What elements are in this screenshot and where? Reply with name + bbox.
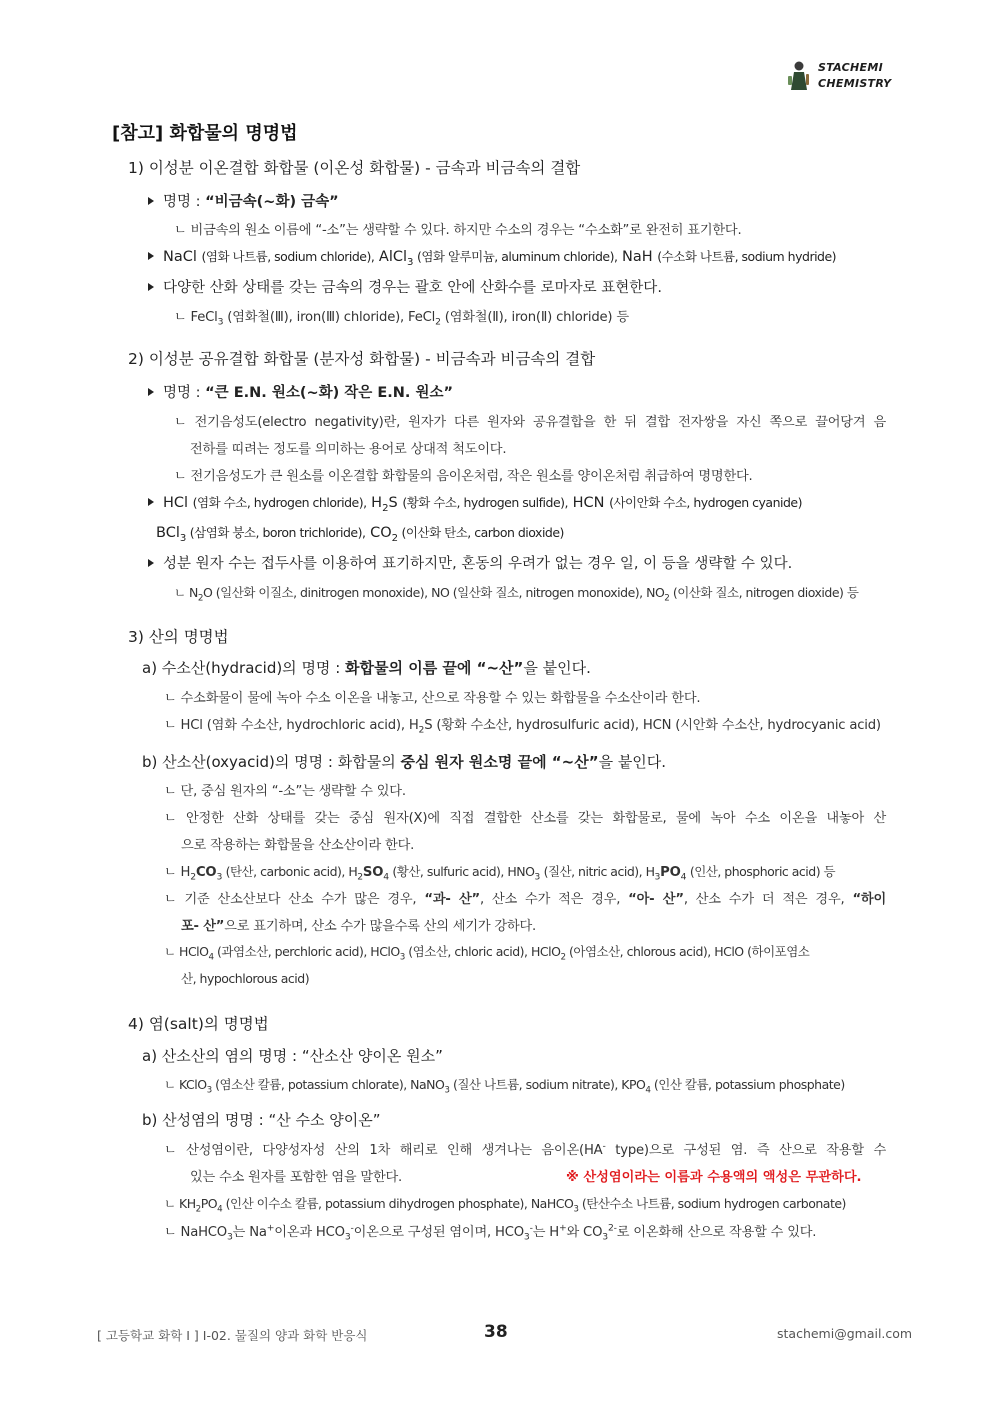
logo-text-line1: STACHEMI [818,61,883,74]
s4-oxyacid-salt-note: ㄴ KClO$_3$ (염소산 칼륨, potassium chlorate), NaNO$_3$ (질산 나트륨, sodium nitrate), $KPO_4$ (인산 칼륨, potassium phosphate) [164,1077,845,1096]
s3-oxyacid-rule: b) 산소산(oxyacid)의 명명 : 화합물의 중심 원자 원소명 끝에 “~산”을 붙인다. [142,753,667,771]
triangle-bullet-icon [148,197,154,205]
s3-hydracid-note-2: ㄴ HCl (염화 수소산, hydrochloric acid), $H_2S$ (황화 수소산, hydrosulfuric acid), HCN (시안화 수소산, hydrocyanic acid) [164,718,881,736]
s4-acid-salt-rule: b) 산성염의 명명 : “산 수소 양이온” [142,1111,381,1129]
triangle-bullet-icon [148,252,154,260]
footer-email: stachemi@gmail.com [777,1326,913,1341]
footer-course-label: [ 고등학교 화학 I ] I-02. 물질의 양과 화학 반응식 [97,1328,368,1343]
s3-oxyacid-note-4-line1: ㄴ 기준 산소산보다 산소 수가 많은 경우, “과- 산”, 산소 수가 적은 경우, “아- 산”, 산소 수가 더 적은 경우, “하이 [164,892,886,907]
s4-oxyacid-salt-rule: a) 산소산의 염의 명명 : “산소산 양이온 원소” [142,1047,443,1065]
s1-note-2: ㄴ FeCl$_3$ (염화철(Ⅲ), iron(Ⅲ) chloride), FeCl$_2$ (염화철(Ⅱ), iron(Ⅱ) chloride) 등 [174,310,629,328]
triangle-bullet-icon [148,388,154,396]
s2-note-2: ㄴ 전기음성도가 큰 원소를 이온결합 화합물의 음이온처럼, 작은 원소를 양이온처럼 취급하여 명명한다. [174,469,753,484]
s4-acid-salt-note-1-line2: 있는 수소 원자를 포함한 염을 말한다. [190,1170,403,1185]
s3-hydracid-rule: a) 수소산(hydracid)의 명명 : 화합물의 이름 끝에 “~산”을 붙인다. [142,659,591,677]
s4-acid-salt-note-3: ㄴ NaHCO$_3$는 Na+이온과 $HCO_3^-$이온으로 구성된 염이며, $HCO_3^-$는 H+와 $CO_3^{2-}$로 이온화해 산으로 작용할 수 있다. [164,1222,817,1243]
s3-oxyacid-note-5-line2: 산, hypochlorous acid) [181,971,310,986]
s2-prefix-rule: 성분 원자 수는 접두사를 이용하여 표기하지만, 혼동의 우려가 없는 경우 일, 이 등을 생략할 수 있다. [148,552,792,573]
s1-examples: NaCl (염화 나트륨, sodium chloride), AlCl$_3$ (염화 알루미늄, aluminum chloride), NaH (수소화 나트륨, sodium hydride) [148,247,836,265]
s2-examples-line1: HCl (염화 수소, hydrogen chloride), $H_2S$ (황화 수소, hydrogen sulfide), HCN (사이안화 수소, hydrogen cyanide) [148,493,802,511]
s4-warning-note: ※ 산성염이라는 이름과 수용액의 액성은 무관하다. [566,1170,862,1185]
s3-oxyacid-note-3: ㄴ $H_2CO_3$ (탄산, carbonic acid), $H_2SO_4$ (황산, sulfuric acid), $HNO_3$ (질산, nitric acid), $H_3PO_4$ (인산, phosphoric acid) 등 [164,864,836,883]
s2-examples-line2: BCl$_3$ (삼염화 붕소, boron trichloride), $CO_2$ (이산화 탄소, carbon dioxide) [156,525,564,544]
s3-oxyacid-note-2-line1: ㄴ 안정한 산화 상태를 갖는 중심 원자(X)에 직접 결합한 산소를 갖는 화합물로, 물에 녹아 수소 이온을 내놓아 산 [164,811,886,826]
stachemi-logo [786,60,898,94]
logo-text-line2: CHEMISTRY [818,77,892,90]
s1-oxidation-rule: 다양한 산화 상태를 갖는 금속의 경우는 괄호 안에 산화수를 로마자로 표현한다. [148,276,662,297]
page-title: [참고] 화합물의 명명법 [112,123,298,144]
s1-note-1: ㄴ 비금속의 원소 이름에 “-소”는 생략할 수 있다. 하지만 수소의 경우는 “수소화”로 완전히 표기한다. [174,223,742,238]
s3-oxyacid-note-5-line1: ㄴ HClO$_4$ (과염소산, perchloric acid), HClO$_3$ (염소산, chloric acid), HClO$_2$ (아염소산, chlorous acid), HClO (하이포염소 [164,944,810,963]
s3-hydracid-note-1: ㄴ 수소화물이 물에 녹아 수소 이온을 내놓고, 산으로 작용할 수 있는 화합물을 수소산이라 한다. [164,691,701,706]
section-4-heading: 4) 염(salt)의 명명법 [128,1015,269,1033]
page-number: 38 [484,1322,508,1342]
s4-acid-salt-note-2: ㄴ $KH_2PO_4$ (인산 이수소 칼륨, potassium dihydrogen phosphate), NaHCO$_3$ (탄산수소 나트륨, sodium hydrogen carbonate) [164,1196,846,1215]
triangle-bullet-icon [148,498,154,506]
s2-note-1-line1: ㄴ 전기음성도(electro negativity)란, 원자가 다른 원자와 공유결합을 한 뒤 결합 전자쌍을 자신 쪽으로 끌어당겨 음 [174,415,886,430]
section-1-heading: 1) 이성분 이온결합 화합물 (이온성 화합물) - 금속과 비금속의 결합 [128,159,581,177]
section-2-heading: 2) 이성분 공유결합 화합물 (분자성 화합물) - 비금속과 비금속의 결합 [128,350,596,368]
s3-oxyacid-note-1: ㄴ 단, 중심 원자의 “-소”는 생략할 수 있다. [164,784,406,799]
section-3-heading: 3) 산의 명명법 [128,628,229,646]
s2-naming-rule: 명명 : “큰 E.N. 원소(~화) 작은 E.N. 원소” [148,381,453,402]
s1-naming-rule: 명명 : “비금속(~화) 금속” [148,190,339,211]
s3-oxyacid-note-4-line2: 포- 산”으로 표기하며, 산소 수가 많을수록 산의 세기가 강하다. [181,919,537,934]
s4-acid-salt-note-1-line1: ㄴ 산성염이란, 다양성자성 산의 1차 해리로 인해 생겨나는 음이온(HA- type)으로 구성된 염. 즉 산으로 작용할 수 [164,1140,886,1158]
s2-note-1-line2: 전하를 띠려는 정도를 의미하는 용어로 상대적 척도이다. [190,442,507,457]
s2-note-3: ㄴ $N_2O$ (일산화 이질소, dinitrogen monoxide), NO (일산화 질소, nitrogen monoxide), $NO_2$ (이산화 질소, nitrogen dioxide) 등 [174,585,859,604]
s3-oxyacid-note-2-line2: 으로 작용하는 화합물을 산소산이라 한다. [181,838,415,853]
triangle-bullet-icon [148,283,154,291]
chemist-figure-icon [786,60,812,92]
triangle-bullet-icon [148,559,154,567]
